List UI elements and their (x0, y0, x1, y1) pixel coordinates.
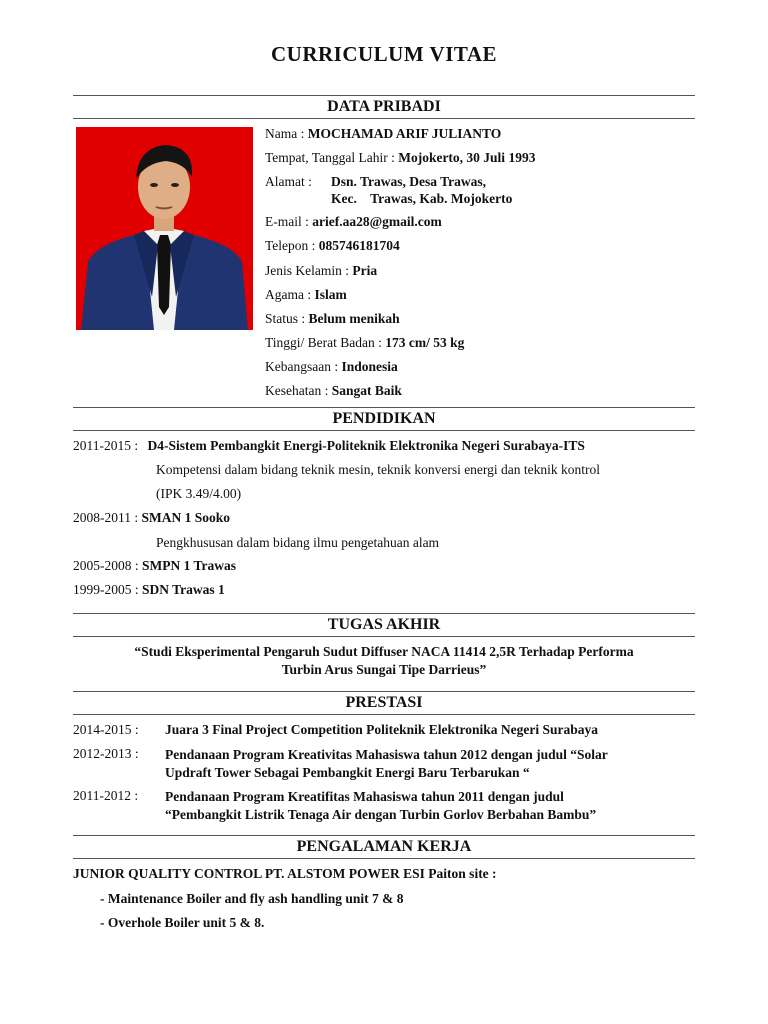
field-ttl (265, 150, 535, 166)
person-photo-icon (76, 127, 253, 330)
status-value: Belum menikah (308, 311, 400, 326)
kebangsaan-value: Indonesia (341, 359, 398, 374)
prestasi-2-line-2: Updraft Tower Sebagai Pembangkit Energi Baru Terbarukan “ (165, 765, 530, 780)
email-value: arief.aa28@gmail.com (312, 214, 442, 229)
job-item-1: - Maintenance Boiler and fly ash handling unit 7 & 8 (100, 891, 404, 906)
field-tinggi-berat (265, 335, 464, 351)
telepon-label: Telepon : (265, 238, 319, 253)
tugas-akhir-line-2: Turbin Arus Sungai Tipe Darrieus” (281, 662, 487, 677)
alamat-line-2-text: Kec. Trawas, Kab. Mojokerto (331, 191, 513, 206)
prestasi-3-line-1: Pendanaan Program Kreatifitas Mahasiswa tahun 2011 dengan judul (165, 789, 564, 804)
kesehatan-value: Sangat Baik (331, 383, 402, 398)
kebangsaan-label: Kebangsaan : (265, 359, 342, 374)
kesehatan-label: Kesehatan : (265, 383, 332, 398)
field-email (265, 214, 442, 230)
edu-1-ipk: (IPK 3.49/4.00) (156, 486, 242, 501)
nama-label: Nama : (265, 126, 308, 141)
job-title: JUNIOR QUALITY CONTROL PT. ALSTOM POWER ESI Paiton site : (73, 866, 497, 881)
prestasi-2-year: 2012-2013 : (73, 746, 139, 761)
edu-4 (73, 582, 225, 598)
field-kesehatan (265, 383, 402, 399)
field-agama (265, 287, 347, 303)
prestasi-2-line-1: Pendanaan Program Kreativitas Mahasiswa tahun 2012 dengan judul “Solar (165, 747, 608, 762)
edu-3-name: SMPN 1 Trawas (142, 558, 236, 573)
alamat-line-1: Dsn. Trawas, Desa Trawas, (331, 174, 487, 189)
telepon-value: 085746181704 (318, 238, 400, 253)
edu-3 (73, 558, 236, 574)
section-data-pribadi: DATA PRIBADI (73, 95, 695, 119)
jk-value: Pria (352, 263, 378, 278)
tb-value: 173 cm/ 53 kg (385, 335, 465, 350)
prestasi-1-year: 2014-2015 : (73, 722, 139, 737)
edu-1-desc: Kompetensi dalam bidang teknik mesin, teknik konversi energi dan teknik kontrol (156, 462, 601, 477)
field-telepon (265, 238, 400, 254)
edu-1-year: 2011-2015 : (73, 438, 142, 453)
jk-label: Jenis Kelamin : (265, 263, 353, 278)
field-nama (265, 126, 501, 142)
prestasi-1-text: Juara 3 Final Project Competition Politeknik Elektronika Negeri Surabaya (165, 722, 598, 737)
section-prestasi: PRESTASI (73, 691, 695, 715)
prestasi-3-year: 2011-2012 : (73, 788, 139, 803)
alamat-label: Alamat : (265, 174, 312, 189)
edu-4-year: 1999-2005 : (73, 582, 142, 597)
tb-label: Tinggi/ Berat Badan : (265, 335, 386, 350)
email-label: E-mail : (265, 214, 313, 229)
prestasi-3-line-2: “Pembangkit Listrik Tenaga Air dengan Turbin Gorlov Berbahan Bambu” (165, 807, 597, 822)
edu-2-name: SMAN 1 Sooko (141, 510, 231, 525)
ttl-value: Mojokerto, 30 Juli 1993 (398, 150, 536, 165)
edu-1-name: D4-Sistem Pembangkit Energi-Politeknik Elektronika Negeri Surabaya-ITS (147, 438, 585, 453)
edu-2-desc: Pengkhususan dalam bidang ilmu pengetahuan alam (156, 535, 440, 550)
edu-4-name: SDN Trawas 1 (142, 582, 225, 597)
nama-value: MOCHAMAD ARIF JULIANTO (307, 126, 502, 141)
section-tugas-akhir: TUGAS AKHIR (73, 613, 695, 637)
agama-value: Islam (314, 287, 347, 302)
profile-photo (76, 127, 253, 330)
edu-2 (73, 510, 230, 526)
cv-title: CURRICULUM VITAE (271, 42, 497, 66)
alamat-line-2 (331, 191, 512, 207)
field-jenis-kelamin (265, 263, 377, 279)
section-pendidikan: PENDIDIKAN (73, 407, 695, 431)
section-pengalaman-kerja: PENGALAMAN KERJA (73, 835, 695, 859)
field-status (265, 311, 400, 327)
job-item-2: - Overhole Boiler unit 5 & 8. (100, 915, 265, 930)
field-alamat (265, 174, 312, 190)
tugas-akhir-line-1: “Studi Eksperimental Pengaruh Sudut Diffuser NACA 11414 2,5R Terhadap Performa (134, 644, 634, 659)
ttl-label: Tempat, Tanggal Lahir : (265, 150, 399, 165)
agama-label: Agama : (265, 287, 315, 302)
edu-2-year: 2008-2011 : (73, 510, 142, 525)
edu-1 (73, 438, 585, 454)
status-label: Status : (265, 311, 309, 326)
field-kebangsaan (265, 359, 398, 375)
edu-3-year: 2005-2008 : (73, 558, 142, 573)
